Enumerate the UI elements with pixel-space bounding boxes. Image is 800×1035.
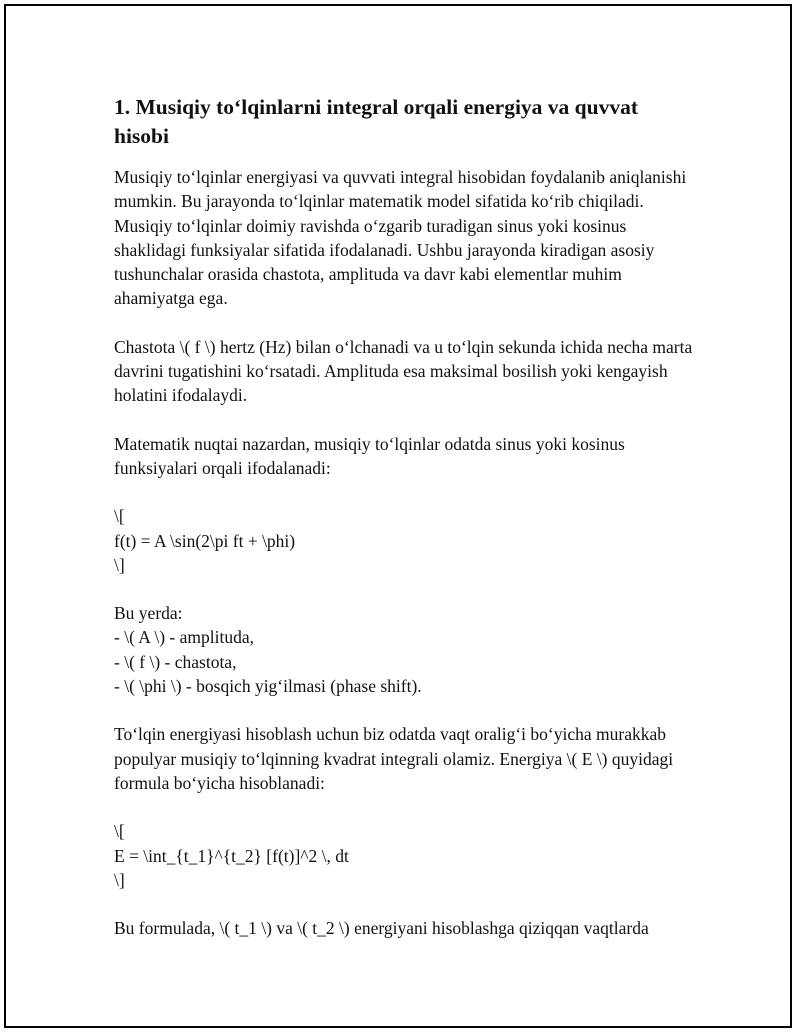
paragraph-frequency — [114, 335, 694, 408]
paragraph-intro — [114, 165, 694, 311]
definition-item: - \( f \) - chastota, — [114, 651, 237, 672]
paragraph-energy — [114, 722, 694, 795]
formula-close: \] — [114, 869, 125, 890]
definitions-list — [114, 601, 694, 698]
definitions-intro: Bu yerda: — [114, 603, 183, 624]
paragraph-math-view — [114, 432, 694, 481]
paragraph-line: Bu formulada, \( t_1 \) va \( t_2 \) energiyani hisoblashga qiziqqan vaqtlarda — [114, 918, 649, 939]
formula-open: \[ — [114, 821, 125, 842]
document-body — [114, 93, 694, 964]
paragraph-line: Matematik nuqtai nazardan, musiqiy to‘lqinlar odatda sinus yoki kosinus funksiyalari orqali ifodalanadi: — [114, 433, 625, 478]
paragraph-line: Chastota \( f \) hertz (Hz) bilan o‘lchanadi va u to‘lqin sekunda ichida necha marta davrini tugatishini ko‘rsatadi. Amplituda esa maksimal bosilish yoki kengayish holatini ifodalaydi. — [114, 336, 693, 406]
definition-item: - \( A \) - amplituda, — [114, 627, 254, 648]
paragraph-formula-explanation — [114, 916, 694, 940]
paragraph-line: Musiqiy to‘lqinlar energiyasi va quvvati integral hisobidan foydalanib aniqlanishi mumkin. Bu jarayonda to‘lqinlar matematik model sifatida ko‘rib chiqiladi. Musiqiy to‘lqinlar doimiy ravishda o‘zgarib turadigan sinus yoki kosinus shaklidagi funksiyalar sifatida ifodalanadi. Ushbu jarayonda kiradigan asosiy tushunchalar orasida chastota, amplituda va davr kabi elementlar muhim ahamiyatga ega. — [114, 167, 687, 309]
formula-wave-function — [114, 504, 694, 577]
definition-item: - \( \phi \) - bosqich yig‘ilmasi (phase shift). — [114, 676, 422, 697]
formula-body: f(t) = A \sin(2\pi ft + \phi) — [114, 530, 296, 551]
formula-open: \[ — [114, 506, 125, 527]
formula-close: \] — [114, 554, 125, 575]
section-heading: 1. Musiqiy to‘lqinlarni integral orqali energiya va quvvat hisobi — [114, 95, 638, 148]
formula-energy — [114, 819, 694, 892]
paragraph-line: To‘lqin energiyasi hisoblash uchun biz odatda vaqt oralig‘i bo‘yicha murakkab populyar musiqiy to‘lqinning kvadrat integrali olamiz. Energiya \( E \) quyidagi formula bo‘yicha hisoblanadi: — [114, 724, 674, 793]
formula-body: E = \int_{t_1}^{t_2} [f(t)]^2 \, dt — [114, 845, 349, 866]
